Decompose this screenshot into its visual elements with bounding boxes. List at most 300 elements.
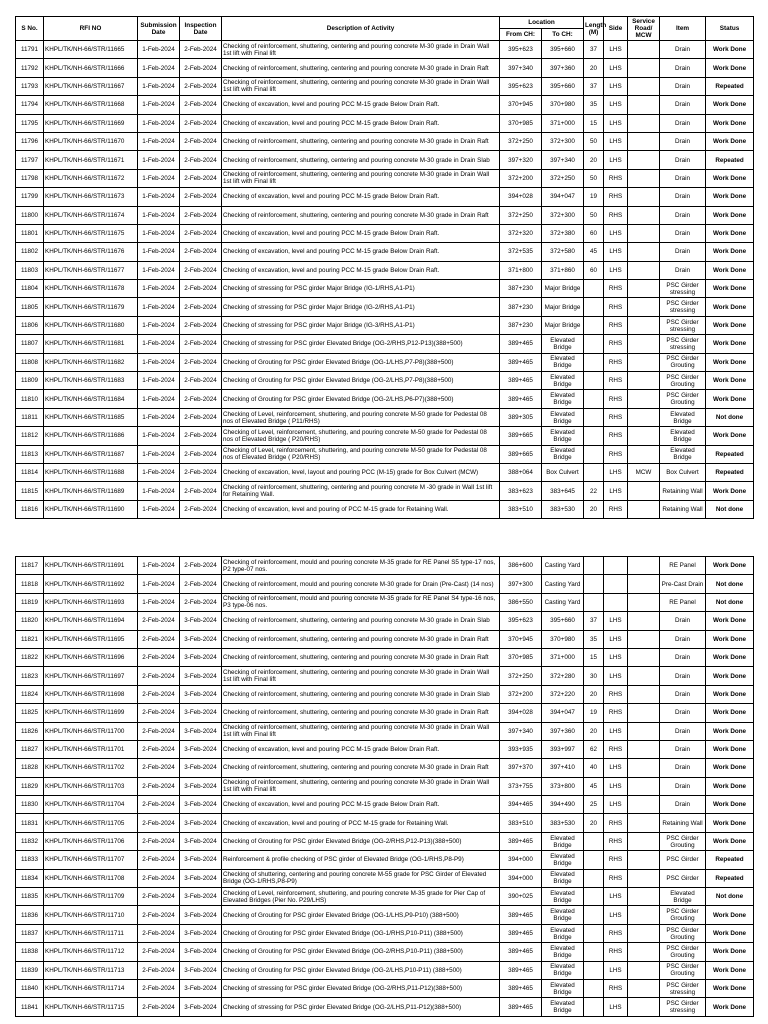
- to-ch-cell: 393+997: [542, 740, 584, 758]
- to-ch-cell: Elevated Bridge: [542, 961, 584, 979]
- status-cell: Work Done: [706, 832, 754, 850]
- item-cell: Drain: [660, 132, 706, 150]
- inspection-date-cell: 3-Feb-2024: [180, 851, 222, 869]
- sno-cell: 11792: [16, 59, 44, 77]
- submission-date-cell: 2-Feb-2024: [138, 869, 180, 887]
- from-ch-cell: 370+945: [500, 96, 542, 114]
- length-cell: [584, 888, 604, 906]
- inspection-date-cell: 3-Feb-2024: [180, 998, 222, 1016]
- item-cell: PSC Girder Grouting: [660, 390, 706, 408]
- side-cell: LHS: [604, 77, 628, 95]
- header-row: [16, 17, 754, 29]
- length-cell: 62: [584, 740, 604, 758]
- sno-cell: 11802: [16, 243, 44, 261]
- description-cell: Checking of Grouting for PSC girder Elevated Bridge (OG-1/RHS,P10-P11) (388+500): [222, 924, 500, 942]
- length-cell: 60: [584, 224, 604, 242]
- status-cell: Work Done: [706, 114, 754, 132]
- description-cell: Reinforcement & profile checking of PSC girder of Elevated Bridge (OG-1/RHS,P8-P9): [222, 851, 500, 869]
- inspection-date-cell: 2-Feb-2024: [180, 390, 222, 408]
- side-cell: RHS: [604, 408, 628, 426]
- status-cell: Not done: [706, 500, 754, 518]
- service-road-cell: [628, 280, 660, 298]
- table-row: [16, 593, 754, 611]
- service-road-cell: [628, 96, 660, 114]
- length-cell: 45: [584, 777, 604, 795]
- submission-date-cell: 1-Feb-2024: [138, 427, 180, 445]
- item-cell: PSC Girder stressing: [660, 298, 706, 316]
- service-road-cell: [628, 667, 660, 685]
- inspection-date-cell: 2-Feb-2024: [180, 41, 222, 59]
- from-ch-cell: 389+465: [500, 353, 542, 371]
- description-cell: Checking of reinforcement, shuttering, centering and pouring concrete M-30 grade in Drain Wall 1st lift with Final lift: [222, 722, 500, 740]
- to-ch-cell: 371+860: [542, 261, 584, 279]
- length-cell: [584, 316, 604, 334]
- description-cell: Checking of stressing for PSC girder Elevated Bridge (OG-2/LHS,P11-P12)(388+500): [222, 998, 500, 1016]
- description-cell: Checking of excavation, level and pouring PCC M-15 grade Below Drain Raft.: [222, 243, 500, 261]
- to-ch-cell: 370+980: [542, 96, 584, 114]
- from-ch-cell: 372+200: [500, 685, 542, 703]
- description-cell: Checking of reinforcement, shuttering, centering and pouring concrete M-30 grade in Drain Slab: [222, 685, 500, 703]
- service-road-cell: [628, 408, 660, 426]
- rfi-no-cell: KHPL/TK/NH-66/STR/11665: [44, 41, 138, 59]
- service-road-cell: [628, 740, 660, 758]
- inspection-date-cell: 2-Feb-2024: [180, 151, 222, 169]
- item-cell: PSC Girder Grouting: [660, 906, 706, 924]
- header-item: Item: [660, 17, 706, 41]
- status-cell: Work Done: [706, 243, 754, 261]
- table-row: [16, 445, 754, 463]
- table-row: [16, 96, 754, 114]
- inspection-date-cell: 2-Feb-2024: [180, 482, 222, 500]
- length-cell: [584, 832, 604, 850]
- header-description: Description of Activity: [222, 17, 500, 41]
- status-cell: Not done: [706, 408, 754, 426]
- from-ch-cell: 395+623: [500, 612, 542, 630]
- item-cell: PSC Girder Grouting: [660, 961, 706, 979]
- item-cell: Drain: [660, 206, 706, 224]
- sno-cell: 11827: [16, 740, 44, 758]
- description-cell: Checking of reinforcement, shuttering, centering and pouring concrete M-30 grade in Drain Slab: [222, 612, 500, 630]
- description-cell: Checking of reinforcement, shuttering, centering and pouring concrete M-30 grade in Drain Raft: [222, 648, 500, 666]
- rfi-no-cell: KHPL/TK/NH-66/STR/11699: [44, 704, 138, 722]
- submission-date-cell: 1-Feb-2024: [138, 298, 180, 316]
- inspection-date-cell: 2-Feb-2024: [180, 59, 222, 77]
- rfi-no-cell: KHPL/TK/NH-66/STR/11712: [44, 943, 138, 961]
- length-cell: 37: [584, 612, 604, 630]
- from-ch-cell: 394+000: [500, 851, 542, 869]
- side-cell: LHS: [604, 777, 628, 795]
- inspection-date-cell: 3-Feb-2024: [180, 722, 222, 740]
- item-cell: Drain: [660, 96, 706, 114]
- inspection-date-cell: 3-Feb-2024: [180, 777, 222, 795]
- table-row: [16, 777, 754, 795]
- service-road-cell: [628, 943, 660, 961]
- rfi-no-cell: KHPL/TK/NH-66/STR/11681: [44, 335, 138, 353]
- status-cell: Work Done: [706, 169, 754, 187]
- submission-date-cell: 1-Feb-2024: [138, 132, 180, 150]
- from-ch-cell: 394+465: [500, 796, 542, 814]
- service-road-cell: [628, 777, 660, 795]
- length-cell: 22: [584, 482, 604, 500]
- table-row: [16, 575, 754, 593]
- inspection-date-cell: 2-Feb-2024: [180, 353, 222, 371]
- length-cell: [584, 961, 604, 979]
- sno-cell: 11836: [16, 906, 44, 924]
- sno-cell: 11825: [16, 704, 44, 722]
- description-cell: Checking of reinforcement, shuttering, centering and pouring concrete M-30 grade in Drain Raft: [222, 704, 500, 722]
- to-ch-cell: 372+280: [542, 667, 584, 685]
- table-row: [16, 722, 754, 740]
- to-ch-cell: 394+047: [542, 704, 584, 722]
- from-ch-cell: 370+985: [500, 114, 542, 132]
- service-road-cell: [628, 224, 660, 242]
- submission-date-cell: 2-Feb-2024: [138, 796, 180, 814]
- service-road-cell: [628, 41, 660, 59]
- to-ch-cell: Major Bridge: [542, 316, 584, 334]
- service-road-cell: [628, 298, 660, 316]
- from-ch-cell: 370+985: [500, 648, 542, 666]
- status-cell: Work Done: [706, 777, 754, 795]
- submission-date-cell: 2-Feb-2024: [138, 851, 180, 869]
- status-cell: Work Done: [706, 612, 754, 630]
- sno-cell: 11833: [16, 851, 44, 869]
- status-cell: Work Done: [706, 353, 754, 371]
- submission-date-cell: 2-Feb-2024: [138, 667, 180, 685]
- status-cell: Work Done: [706, 280, 754, 298]
- header-status: Status: [706, 17, 754, 41]
- item-cell: RE Panel: [660, 593, 706, 611]
- submission-date-cell: 1-Feb-2024: [138, 188, 180, 206]
- length-cell: 15: [584, 648, 604, 666]
- length-cell: 40: [584, 759, 604, 777]
- to-ch-cell: 397+340: [542, 151, 584, 169]
- from-ch-cell: 389+465: [500, 832, 542, 850]
- table-row: [16, 612, 754, 630]
- service-road-cell: [628, 482, 660, 500]
- to-ch-cell: 383+530: [542, 500, 584, 518]
- length-cell: [584, 943, 604, 961]
- rfi-no-cell: KHPL/TK/NH-66/STR/11685: [44, 408, 138, 426]
- to-ch-cell: 397+360: [542, 59, 584, 77]
- status-cell: Work Done: [706, 704, 754, 722]
- from-ch-cell: 383+510: [500, 814, 542, 832]
- description-cell: Checking of excavation, level, layout and pouring PCC (M-15) grade for Box Culvert (MCW): [222, 463, 500, 481]
- length-cell: 30: [584, 667, 604, 685]
- status-cell: Work Done: [706, 961, 754, 979]
- table-row: [16, 188, 754, 206]
- inspection-date-cell: 3-Feb-2024: [180, 630, 222, 648]
- status-cell: Work Done: [706, 557, 754, 575]
- header-from-ch: From CH:: [500, 29, 542, 41]
- inspection-date-cell: 2-Feb-2024: [180, 445, 222, 463]
- service-road-cell: [628, 243, 660, 261]
- service-road-cell: [628, 445, 660, 463]
- service-road-cell: [628, 114, 660, 132]
- to-ch-cell: Major Bridge: [542, 298, 584, 316]
- table-row: [16, 814, 754, 832]
- submission-date-cell: 2-Feb-2024: [138, 648, 180, 666]
- inspection-date-cell: 3-Feb-2024: [180, 888, 222, 906]
- side-cell: RHS: [604, 943, 628, 961]
- service-road-cell: [628, 188, 660, 206]
- from-ch-cell: 389+305: [500, 408, 542, 426]
- submission-date-cell: 1-Feb-2024: [138, 59, 180, 77]
- inspection-date-cell: 2-Feb-2024: [180, 408, 222, 426]
- submission-date-cell: 1-Feb-2024: [138, 316, 180, 334]
- length-cell: 35: [584, 630, 604, 648]
- header-length: Length (M): [584, 17, 604, 41]
- side-cell: LHS: [604, 59, 628, 77]
- side-cell: LHS: [604, 630, 628, 648]
- to-ch-cell: Box Culvert: [542, 463, 584, 481]
- status-cell: Work Done: [706, 979, 754, 997]
- description-cell: Checking of excavation, level and pouring PCC M-15 grade Below Drain Raft.: [222, 261, 500, 279]
- side-cell: RHS: [604, 316, 628, 334]
- rfi-no-cell: KHPL/TK/NH-66/STR/11688: [44, 463, 138, 481]
- side-cell: LHS: [604, 224, 628, 242]
- sno-cell: 11841: [16, 998, 44, 1016]
- rfi-no-cell: KHPL/TK/NH-66/STR/11697: [44, 667, 138, 685]
- to-ch-cell: 397+360: [542, 722, 584, 740]
- to-ch-cell: Elevated Bridge: [542, 906, 584, 924]
- item-cell: Drain: [660, 151, 706, 169]
- status-cell: Work Done: [706, 427, 754, 445]
- inspection-date-cell: 2-Feb-2024: [180, 372, 222, 390]
- sno-cell: 11793: [16, 77, 44, 95]
- submission-date-cell: 1-Feb-2024: [138, 500, 180, 518]
- description-cell: Checking of Grouting for PSC girder Elevated Bridge (OG-2/LHS,P7-P8)(388+500): [222, 372, 500, 390]
- inspection-date-cell: 2-Feb-2024: [180, 316, 222, 334]
- to-ch-cell: Elevated Bridge: [542, 998, 584, 1016]
- description-cell: Checking of excavation, level and pouring PCC M-15 grade Below Drain Raft.: [222, 740, 500, 758]
- table-row: [16, 796, 754, 814]
- submission-date-cell: 2-Feb-2024: [138, 943, 180, 961]
- sno-cell: 11840: [16, 979, 44, 997]
- table-row: [16, 943, 754, 961]
- rfi-no-cell: KHPL/TK/NH-66/STR/11702: [44, 759, 138, 777]
- service-road-cell: [628, 151, 660, 169]
- status-cell: Work Done: [706, 943, 754, 961]
- sno-cell: 11814: [16, 463, 44, 481]
- submission-date-cell: 1-Feb-2024: [138, 280, 180, 298]
- submission-date-cell: 1-Feb-2024: [138, 114, 180, 132]
- table-row: [16, 353, 754, 371]
- sno-cell: 11807: [16, 335, 44, 353]
- status-cell: Work Done: [706, 667, 754, 685]
- description-cell: Checking of reinforcement, shuttering, centering and pouring concrete M-30 grade in Drain Wall 1st lift with Final lift: [222, 77, 500, 95]
- length-cell: 15: [584, 114, 604, 132]
- rfi-no-cell: KHPL/TK/NH-66/STR/11670: [44, 132, 138, 150]
- sno-cell: 11810: [16, 390, 44, 408]
- description-cell: Checking of reinforcement, shuttering, centering and pouring concrete M-30 grade in Drain Raft: [222, 630, 500, 648]
- inspection-date-cell: 2-Feb-2024: [180, 132, 222, 150]
- service-road-cell: [628, 372, 660, 390]
- from-ch-cell: 389+465: [500, 924, 542, 942]
- from-ch-cell: 371+800: [500, 261, 542, 279]
- length-cell: [584, 557, 604, 575]
- description-cell: Checking of reinforcement, shuttering, centering and pouring concrete M-30 grade in Drain Wall 1st lift with Final lift: [222, 667, 500, 685]
- description-cell: Checking of excavation, level and pouring PCC M-15 grade Below Drain Raft.: [222, 224, 500, 242]
- service-road-cell: [628, 59, 660, 77]
- to-ch-cell: Elevated Bridge: [542, 888, 584, 906]
- item-cell: Elevated Bridge: [660, 888, 706, 906]
- table-row: [16, 427, 754, 445]
- sno-cell: 11808: [16, 353, 44, 371]
- status-cell: Work Done: [706, 316, 754, 334]
- sno-cell: 11837: [16, 924, 44, 942]
- rfi-no-cell: KHPL/TK/NH-66/STR/11678: [44, 280, 138, 298]
- rfi-no-cell: KHPL/TK/NH-66/STR/11680: [44, 316, 138, 334]
- side-cell: LHS: [604, 722, 628, 740]
- length-cell: 20: [584, 151, 604, 169]
- item-cell: Drain: [660, 188, 706, 206]
- from-ch-cell: 389+465: [500, 979, 542, 997]
- table-row: [16, 979, 754, 997]
- rfi-no-cell: KHPL/TK/NH-66/STR/11695: [44, 630, 138, 648]
- status-cell: Work Done: [706, 41, 754, 59]
- item-cell: PSC Girder Grouting: [660, 372, 706, 390]
- to-ch-cell: 395+660: [542, 612, 584, 630]
- table-row: [16, 224, 754, 242]
- side-cell: [604, 557, 628, 575]
- item-cell: Drain: [660, 704, 706, 722]
- item-cell: Drain: [660, 169, 706, 187]
- side-cell: LHS: [604, 961, 628, 979]
- inspection-date-cell: 2-Feb-2024: [180, 298, 222, 316]
- table-row: [16, 316, 754, 334]
- length-cell: [584, 924, 604, 942]
- status-cell: Work Done: [706, 924, 754, 942]
- table-row: [16, 500, 754, 518]
- sno-cell: 11826: [16, 722, 44, 740]
- status-cell: Work Done: [706, 998, 754, 1016]
- inspection-date-cell: 3-Feb-2024: [180, 979, 222, 997]
- side-cell: RHS: [604, 500, 628, 518]
- rfi-no-cell: KHPL/TK/NH-66/STR/11693: [44, 593, 138, 611]
- side-cell: RHS: [604, 206, 628, 224]
- table-row: [16, 888, 754, 906]
- length-cell: [584, 280, 604, 298]
- rfi-no-cell: KHPL/TK/NH-66/STR/11684: [44, 390, 138, 408]
- length-cell: [584, 353, 604, 371]
- submission-date-cell: 1-Feb-2024: [138, 41, 180, 59]
- item-cell: Pre-Cast Drain: [660, 575, 706, 593]
- inspection-date-cell: 2-Feb-2024: [180, 206, 222, 224]
- length-cell: 20: [584, 685, 604, 703]
- to-ch-cell: Major Bridge: [542, 280, 584, 298]
- rfi-no-cell: KHPL/TK/NH-66/STR/11673: [44, 188, 138, 206]
- submission-date-cell: 2-Feb-2024: [138, 979, 180, 997]
- table-row: [16, 740, 754, 758]
- header-to-ch: To CH:: [542, 29, 584, 41]
- to-ch-cell: Elevated Bridge: [542, 408, 584, 426]
- submission-date-cell: 1-Feb-2024: [138, 335, 180, 353]
- from-ch-cell: 386+550: [500, 593, 542, 611]
- submission-date-cell: 2-Feb-2024: [138, 906, 180, 924]
- from-ch-cell: 397+340: [500, 722, 542, 740]
- description-cell: Checking of reinforcement, shuttering, centering and pouring concrete M-30 grade in Drain Wall 1st lift with Final lift: [222, 777, 500, 795]
- description-cell: Checking of reinforcement, shuttering, centering and pouring concrete M-30 grade in Drain Wall 1st lift with Final lift: [222, 41, 500, 59]
- sno-cell: 11813: [16, 445, 44, 463]
- rfi-no-cell: KHPL/TK/NH-66/STR/11676: [44, 243, 138, 261]
- table-row: [16, 59, 754, 77]
- submission-date-cell: 1-Feb-2024: [138, 151, 180, 169]
- item-cell: PSC Girder Grouting: [660, 943, 706, 961]
- status-cell: Work Done: [706, 740, 754, 758]
- sno-cell: 11821: [16, 630, 44, 648]
- rfi-no-cell: KHPL/TK/NH-66/STR/11714: [44, 979, 138, 997]
- from-ch-cell: 393+935: [500, 740, 542, 758]
- service-road-cell: [628, 869, 660, 887]
- service-road-cell: [628, 759, 660, 777]
- item-cell: PSC Girder stressing: [660, 998, 706, 1016]
- length-cell: 50: [584, 132, 604, 150]
- submission-date-cell: 1-Feb-2024: [138, 463, 180, 481]
- to-ch-cell: 371+000: [542, 114, 584, 132]
- item-cell: Drain: [660, 630, 706, 648]
- table-row: [16, 169, 754, 187]
- service-road-cell: [628, 390, 660, 408]
- sno-cell: 11815: [16, 482, 44, 500]
- to-ch-cell: Elevated Bridge: [542, 832, 584, 850]
- side-cell: LHS: [604, 132, 628, 150]
- item-cell: PSC Girder Grouting: [660, 924, 706, 942]
- item-cell: Drain: [660, 777, 706, 795]
- from-ch-cell: 397+300: [500, 575, 542, 593]
- inspection-date-cell: 2-Feb-2024: [180, 77, 222, 95]
- from-ch-cell: 394+028: [500, 188, 542, 206]
- length-cell: [584, 445, 604, 463]
- service-road-cell: MCW: [628, 463, 660, 481]
- submission-date-cell: 1-Feb-2024: [138, 408, 180, 426]
- item-cell: PSC Girder Grouting: [660, 832, 706, 850]
- sno-cell: 11805: [16, 298, 44, 316]
- sno-cell: 11809: [16, 372, 44, 390]
- description-cell: Checking of reinforcement, shuttering, centering and pouring concrete M-30 grade in Drain Wall 1st lift with Final lift: [222, 169, 500, 187]
- from-ch-cell: 394+000: [500, 869, 542, 887]
- to-ch-cell: 372+300: [542, 206, 584, 224]
- status-cell: Repeated: [706, 151, 754, 169]
- submission-date-cell: 1-Feb-2024: [138, 206, 180, 224]
- side-cell: RHS: [604, 851, 628, 869]
- description-cell: Checking of excavation, level and pouring PCC M-15 grade Below Drain Raft.: [222, 96, 500, 114]
- sno-cell: 11804: [16, 280, 44, 298]
- submission-date-cell: 2-Feb-2024: [138, 961, 180, 979]
- table-row: [16, 298, 754, 316]
- description-cell: Checking of stressing for PSC girder Major Bridge (IG-3/RHS,A1-P1): [222, 316, 500, 334]
- length-cell: [584, 593, 604, 611]
- item-cell: Drain: [660, 612, 706, 630]
- rfi-table-bottom: [15, 556, 754, 1017]
- description-cell: Checking of reinforcement, shuttering, centering and pouring concrete M-30 grade in Drain Raft: [222, 59, 500, 77]
- inspection-date-cell: 3-Feb-2024: [180, 869, 222, 887]
- table-row: [16, 685, 754, 703]
- inspection-date-cell: 3-Feb-2024: [180, 685, 222, 703]
- service-road-cell: [628, 814, 660, 832]
- service-road-cell: [628, 685, 660, 703]
- rfi-no-cell: KHPL/TK/NH-66/STR/11711: [44, 924, 138, 942]
- to-ch-cell: Elevated Bridge: [542, 979, 584, 997]
- description-cell: Checking of excavation, level and pouring PCC M-15 grade Below Drain Raft.: [222, 188, 500, 206]
- submission-date-cell: 1-Feb-2024: [138, 261, 180, 279]
- side-cell: RHS: [604, 814, 628, 832]
- submission-date-cell: 1-Feb-2024: [138, 169, 180, 187]
- submission-date-cell: 1-Feb-2024: [138, 575, 180, 593]
- description-cell: Checking of Level, reinforcement, shuttering, and pouring concrete M-50 grade for Pedestal 08 nos of Elevated Bridge ( P20/RHS): [222, 427, 500, 445]
- to-ch-cell: 383+530: [542, 814, 584, 832]
- inspection-date-cell: 2-Feb-2024: [180, 557, 222, 575]
- rfi-no-cell: KHPL/TK/NH-66/STR/11671: [44, 151, 138, 169]
